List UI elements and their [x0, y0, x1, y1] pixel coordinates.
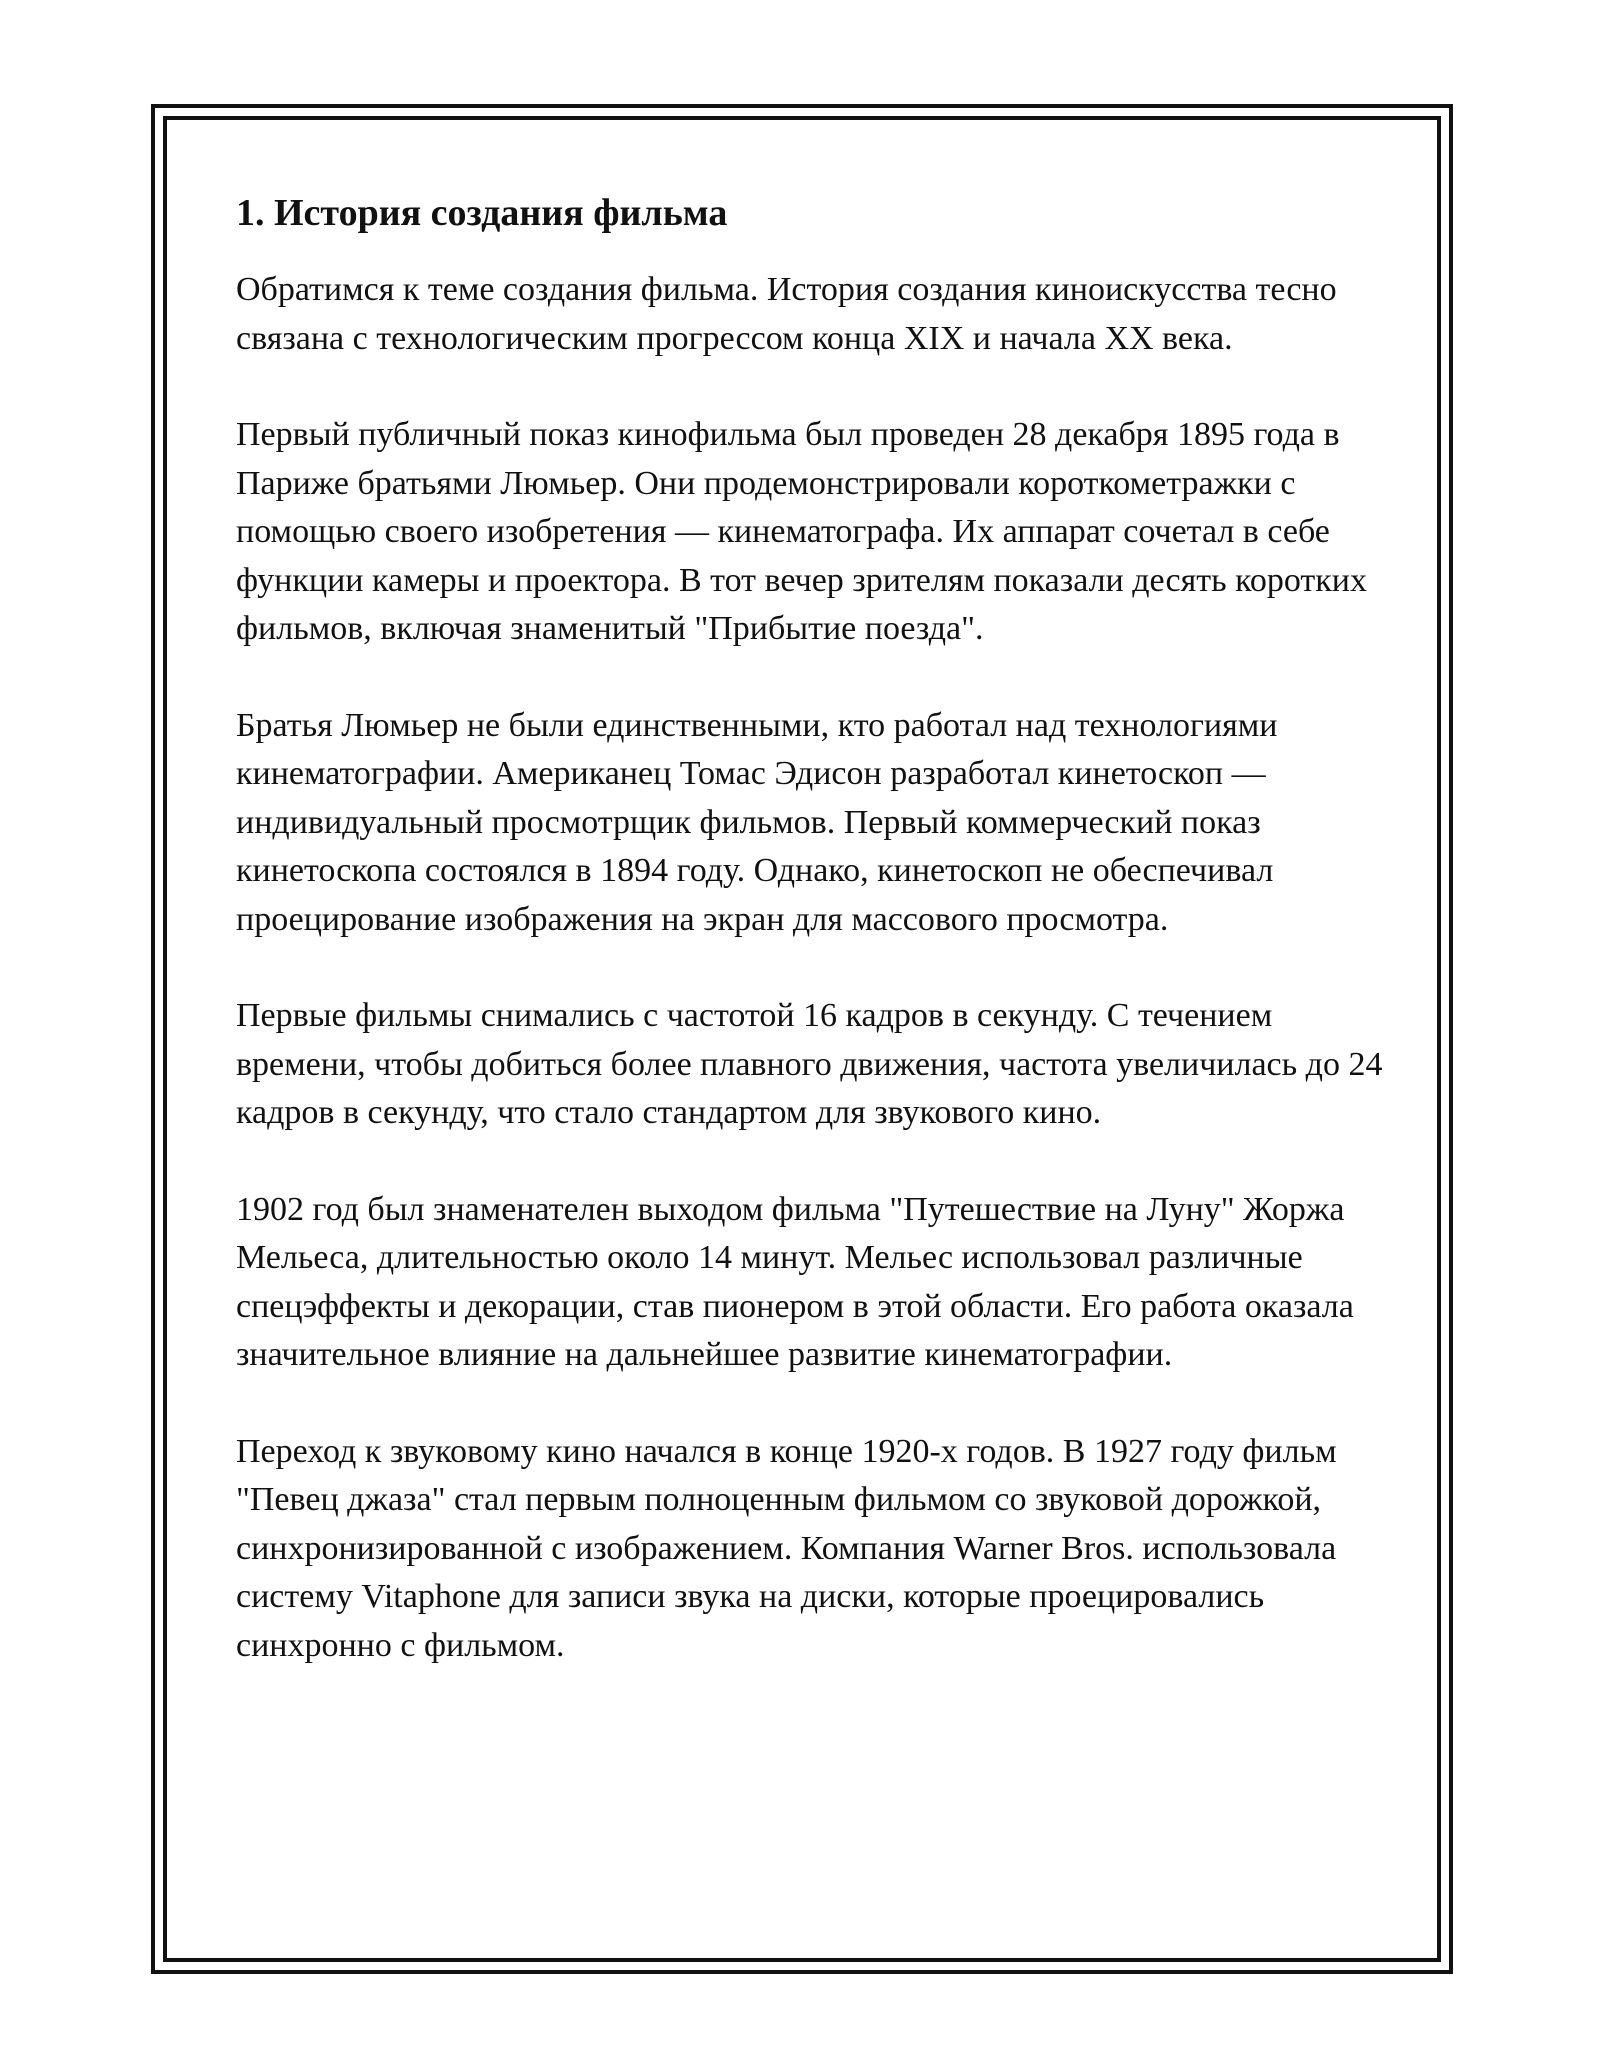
paragraph-frame-rate: Первые фильмы снимались с частотой 16 кадров в секунду. С течением времени, чтобы добиться более плавного движения, частота увеличилась до 24 кадров в секунду, что стало стандартом для звукового кино. — [236, 997, 1383, 1131]
document-body — [236, 188, 1386, 1718]
paragraph-lumiere: Первый публичный показ кинофильма был проведен 28 декабря 1895 года в Париже братьями Люмьер. Они продемонстрировали короткометражки с помощью своего изобретения — кинематографа. Их аппарат сочетал в себе функции камеры и проектора. В тот вечер зрителям показали десять коротких фильмов, включая знаменитый "Прибытие поезда". — [236, 416, 1367, 647]
paragraph-sound-film: Переход к звуковому кино начался в конце 1920-х годов. В 1927 году фильм "Певец джаза" стал первым полноценным фильмом со звуковой дорожкой, синхронизированной с изображением. Компания Warner Bros. использовала систему Vitaphone для записи звука на диски, которые проецировались синхронно с фильмом. — [236, 1432, 1337, 1664]
paragraph-intro: Обратимся к теме создания фильма. История создания киноискусства тесно связана с технологическим прогрессом конца XIX и начала XX века. — [236, 271, 1337, 357]
paragraph-melies: 1902 год был знаменателен выходом фильма "Путешествие на Луну" Жоржа Мельеса, длительностью около 14 минут. Мельес использовал различные спецэффекты и декорации, став пионером в этой области. Его работа оказала значительное влияние на дальнейшее развитие кинематографии. — [236, 1190, 1354, 1373]
paragraph-edison: Братья Люмьер не были единственными, кто работал над технологиями кинематографии. Американец Томас Эдисон разработал кинетоскоп — индивидуальный просмотрщик фильмов. Первый коммерческий показ кинетоскопа состоялся в 1894 году. Однако, кинетоскоп не обеспечивал проецирование изображения на экран для массового просмотра. — [236, 706, 1278, 938]
section-heading: 1. История создания фильма — [236, 192, 728, 234]
